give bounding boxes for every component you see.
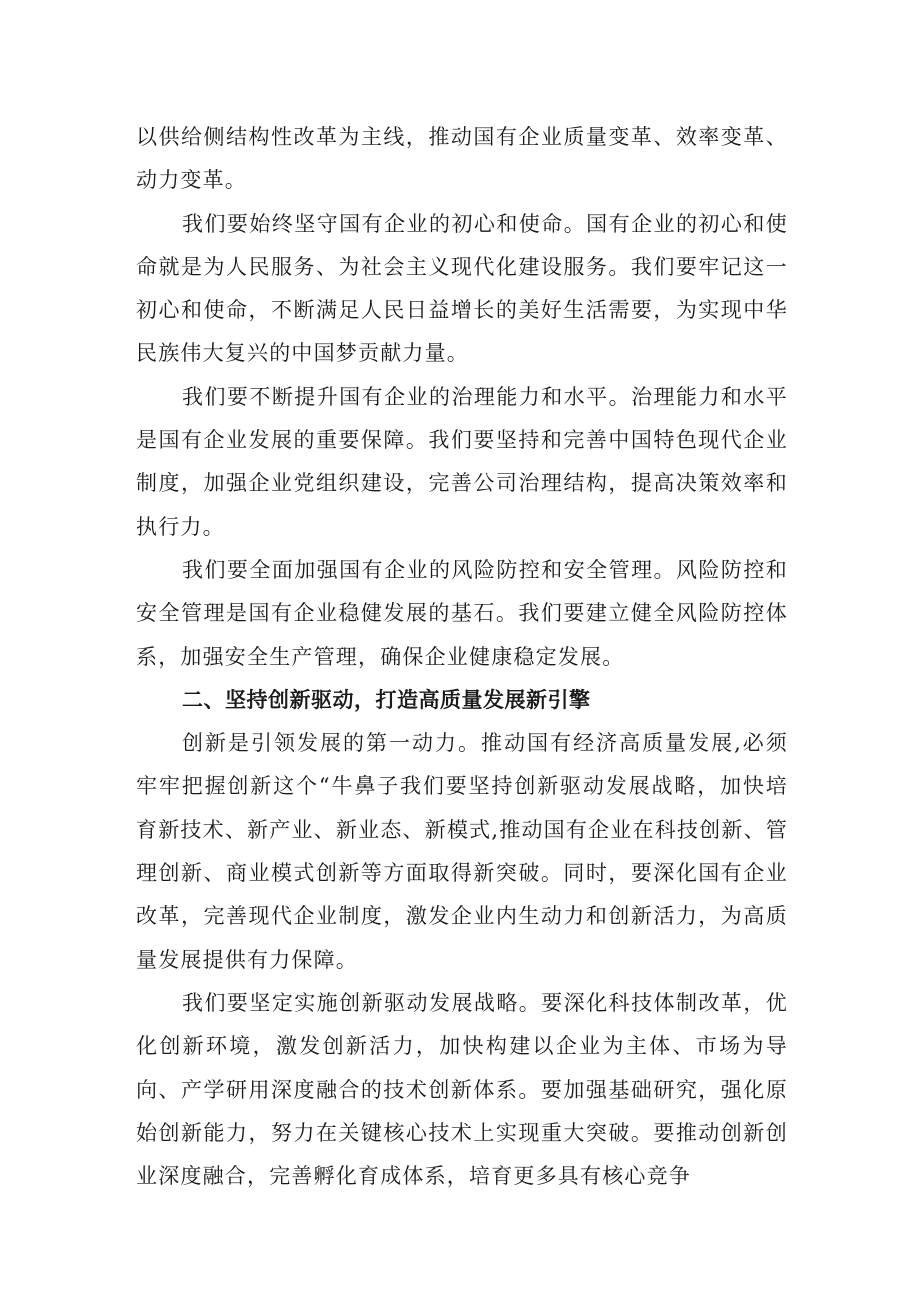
document-page — [136, 116, 788, 1198]
paragraph-3: 我们要不断提升国有企业的治理能力和水平。治理能力和水平是国有企业发展的重要保障。我们要坚持和完善中国特色现代企业制度，加强企业党组织建设，完善公司治理结构，提高决策效率和执行力。 — [136, 384, 788, 539]
paragraph-2: 我们要始终坚守国有企业的初心和使命。国有企业的初心和使命就是为人民服务、为社会主义现代化建设服务。我们要牢记这一初心和使命，不断满足人民日益增长的美好生活需要，为实现中华民族伟大复兴的中国梦贡献力量。 — [136, 211, 788, 366]
section-heading: 二、坚持创新驱动，打造高质量发展新引擎 — [182, 687, 591, 712]
paragraph-5: 创新是引领发展的第一动力。推动国有经济高质量发展,必须牢牢把握创新这个“牛鼻子我们要坚持创新驱动发展战略，加快培育新技术、新产业、新业态、新模式,推动国有企业在科技创新、管理创新、商业模式创新等方面取得新突破。同时，要深化国有企业改革，完善现代企业制度，激发企业内生动力和创新活力，为高质量发展提供有力保障。 — [136, 731, 788, 972]
paragraph-4: 我们要全面加强国有企业的风险防控和安全管理。风险防控和安全管理是国有企业稳健发展的基石。我们要建立健全风险防控体系，加强安全生产管理，确保企业健康稳定发展。 — [136, 557, 788, 669]
paragraph-1: 以供给侧结构性改革为主线，推动国有企业质量变革、效率变革、动力变革。 — [136, 125, 788, 193]
paragraph-6: 我们要坚定实施创新驱动发展战略。要深化科技体制改革，优化创新环境，激发创新活力，加快构建以企业为主体、市场为导向、产学研用深度融合的技术创新体系。要加强基础研究，强化原始创新能力，努力在关键核心技术上实现重大突破。要推动创新创业深度融合，完善孵化育成体系，培育更多具有核心竞争 — [136, 990, 788, 1189]
